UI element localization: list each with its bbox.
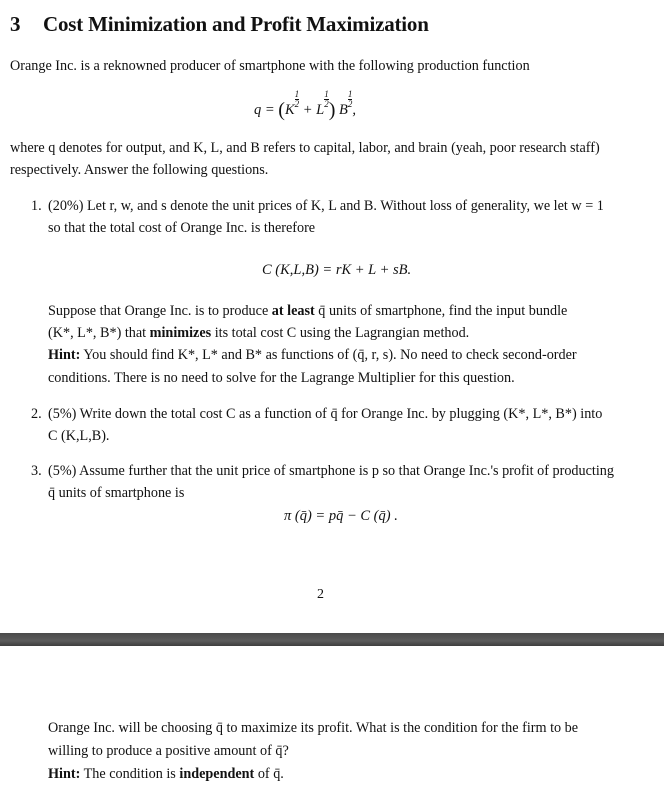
production-function: q = (K $\frac{1}{2}$ + L $\frac{1}{2}$ ) B $\frac{1}{2}$ , xyxy=(254,89,357,121)
continuation-hint: Hint: The condition is independent of q̄. xyxy=(48,766,284,782)
continuation-line-1: Orange Inc. will be choosing q̄ to maximize its profit. What is the condition for the firm to be xyxy=(48,720,579,736)
profit-equation: π (q̄) = pq̄ − C (q̄) . xyxy=(284,508,398,524)
q2-line-2: C (K,L,B). xyxy=(48,428,110,444)
q3-line-1: (5%) Assume further that the unit price of smartphone is p so that Orange Inc.'s profit of producting xyxy=(48,463,614,479)
where-line-2: respectively. Answer the following questions. xyxy=(10,162,269,178)
next-page xyxy=(0,646,664,796)
q1-problem-line-2: (K*, L*, B*) that minimizes its total cost C using the Lagrangian method. xyxy=(48,325,470,341)
page-number: 2 xyxy=(317,587,324,602)
q1-number: 1. xyxy=(31,198,42,214)
q3-number: 3. xyxy=(31,463,42,479)
section-number: 3 xyxy=(10,12,21,36)
intro-text: Orange Inc. is a reknowned producer of smartphone with the following production function xyxy=(10,58,530,74)
where-line-1: where q denotes for output, and K, L, and B refers to capital, labor, and brain (yeah, poor research staff) xyxy=(10,140,600,156)
q1-problem-line-1: Suppose that Orange Inc. is to produce at least q̄ units of smartphone, find the input bundle xyxy=(48,303,568,319)
q1-hint-line-2: conditions. There is no need to solve for the Lagrange Multiplier for this question. xyxy=(48,370,515,386)
section-heading xyxy=(10,12,429,37)
q1-line-1: (20%) Let r, w, and s denote the unit prices of K, L and B. Without loss of generality, we let w = 1 xyxy=(48,198,604,214)
section-title: Cost Minimization and Profit Maximization xyxy=(43,12,429,36)
q2-number: 2. xyxy=(31,406,42,422)
cost-equation: C (K,L,B) = rK + L + sB. xyxy=(262,262,412,278)
q2-line-1: (5%) Write down the total cost C as a function of q̄ for Orange Inc. by plugging (K*, L*, B*) into xyxy=(48,406,603,422)
q3-line-2: q̄ units of smartphone is xyxy=(48,485,185,501)
q1-hint-line-1: Hint: You should find K*, L* and B* as functions of (q̄, r, s). No need to check second-order xyxy=(48,347,577,363)
continuation-line-2: willing to produce a positive amount of q̄? xyxy=(48,743,289,759)
page-separator xyxy=(0,633,664,646)
q1-line-2: so that the total cost of Orange Inc. is therefore xyxy=(48,220,316,236)
